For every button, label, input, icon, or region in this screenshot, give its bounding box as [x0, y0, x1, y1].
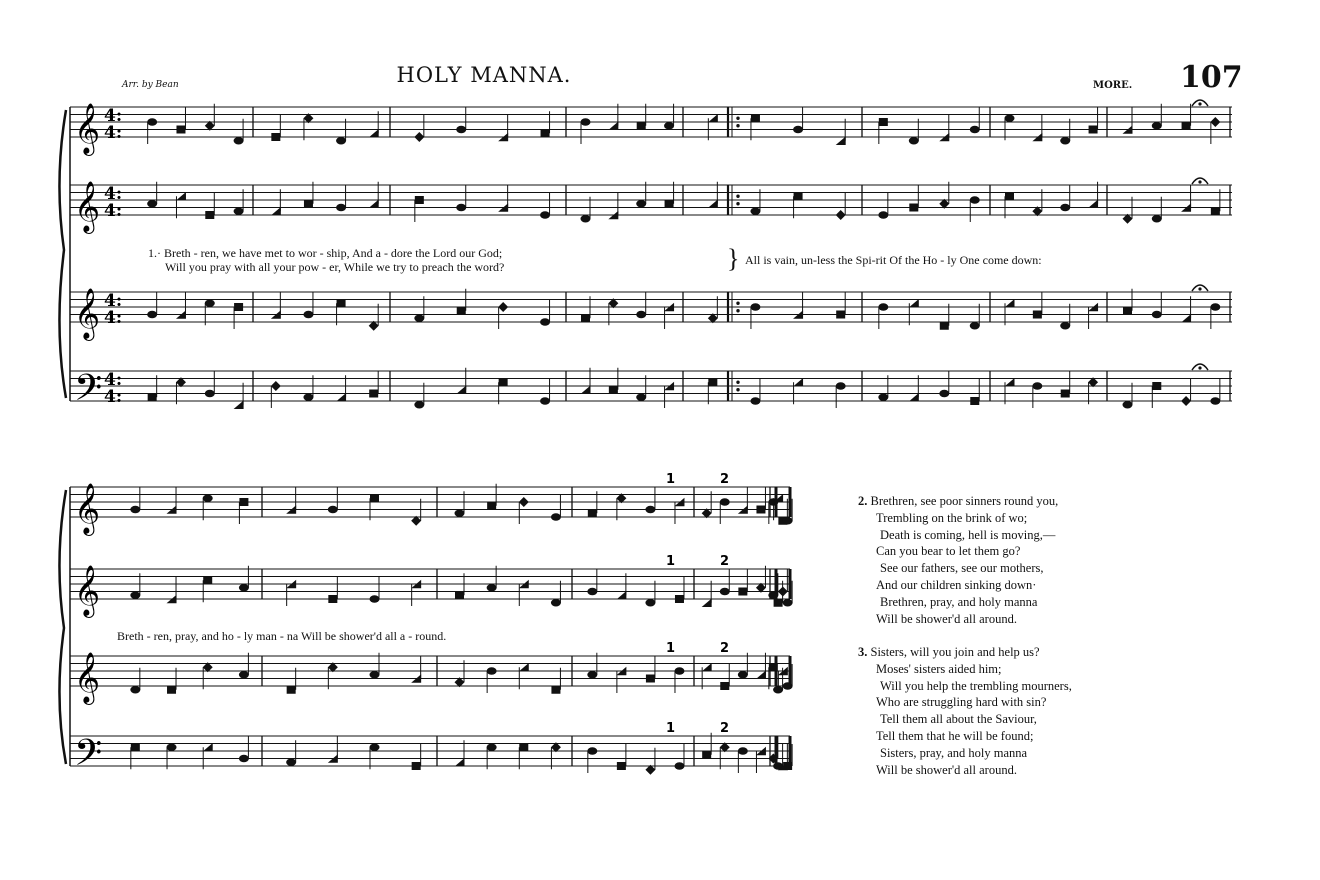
fa-note	[756, 671, 766, 679]
so-note	[587, 747, 597, 755]
la-note	[541, 129, 550, 137]
treble-clef: 𝄞	[74, 103, 101, 154]
verse-line: And our children sinking down·	[876, 577, 1037, 592]
fa-note	[176, 192, 186, 200]
treble-clef: 𝄢	[74, 732, 103, 783]
repeat-dot	[736, 381, 739, 384]
la-note	[702, 751, 711, 759]
mi-note	[271, 381, 281, 391]
so-note	[336, 204, 346, 212]
so-note	[234, 137, 244, 145]
so-note	[1152, 215, 1162, 223]
so-note	[581, 118, 591, 126]
fa-note	[519, 663, 529, 671]
so-note	[370, 743, 380, 751]
fa-note	[702, 599, 712, 607]
la-note	[271, 133, 280, 141]
la-note	[581, 314, 590, 322]
fermata-dot	[1198, 287, 1201, 290]
fa-note	[608, 122, 618, 130]
so-note	[286, 758, 296, 766]
repeat-dot	[736, 309, 739, 312]
la-note	[415, 196, 424, 204]
verse-number: 3.	[858, 645, 868, 659]
fa-note	[271, 207, 281, 215]
so-note	[205, 390, 215, 398]
mi-note	[498, 302, 508, 312]
so-note	[738, 747, 748, 755]
time-signature-bottom: 4:	[104, 308, 123, 328]
so-note	[130, 506, 140, 514]
verse-2	[858, 493, 1058, 627]
arranger-credit: Arr. by Bean	[122, 80, 179, 90]
so-note	[1210, 397, 1220, 405]
so-note	[487, 743, 497, 751]
so-note	[456, 204, 466, 212]
la-note	[940, 322, 949, 330]
repeat-dot	[736, 124, 739, 127]
so-note	[909, 137, 919, 145]
verse-line: Who are struggling hard with sin?	[876, 695, 1047, 710]
time-signature-bottom: 4:	[104, 387, 123, 407]
so-note	[147, 200, 157, 208]
la-note	[455, 591, 464, 599]
so-note	[587, 671, 597, 679]
verse-line: Brethren, see poor sinners round you,	[870, 494, 1059, 508]
so-note	[636, 200, 646, 208]
la-note	[131, 743, 140, 751]
so-note	[674, 762, 684, 770]
so-note	[1005, 114, 1015, 122]
la-note	[234, 303, 243, 311]
treble-clef: 𝄞	[74, 652, 101, 703]
verse-line: Death is coming, hell is moving,—	[880, 527, 1056, 542]
repeat-dot	[736, 202, 739, 205]
so-note	[1152, 311, 1162, 319]
fa-note	[1181, 314, 1191, 322]
so-note	[1060, 322, 1070, 330]
la-note	[457, 307, 466, 315]
time-signature-top: 4:	[104, 370, 123, 390]
so-note	[414, 314, 424, 322]
so-note	[303, 393, 313, 401]
fa-note	[909, 393, 919, 401]
time-signature-top: 4:	[104, 184, 123, 204]
la-note	[551, 686, 560, 694]
la-note	[1152, 382, 1161, 390]
system-brace	[59, 110, 66, 398]
so-note	[636, 393, 646, 401]
repeat-dot	[736, 388, 739, 391]
ending-2-label: 2	[720, 641, 730, 656]
mi-note	[519, 497, 529, 507]
so-note	[239, 584, 249, 592]
so-note	[878, 211, 888, 219]
la-note	[609, 386, 618, 394]
la-note	[487, 502, 496, 510]
so-note	[239, 755, 249, 763]
la-note	[637, 122, 646, 130]
treble-clef: 𝄢	[74, 367, 103, 418]
repeat-dot	[736, 302, 739, 305]
treble-clef: 𝄞	[74, 483, 101, 534]
verse-line: Trembling on the brink of wo;	[876, 510, 1028, 525]
so-note	[878, 303, 888, 311]
so-note	[645, 506, 655, 514]
system-brace	[59, 490, 66, 764]
verse-line: Sisters, will you join and help us?	[870, 645, 1040, 659]
ending-1-label: 1	[666, 721, 676, 736]
so-note	[750, 397, 760, 405]
la-note	[499, 378, 508, 386]
mi-note	[836, 210, 846, 220]
so-note	[205, 299, 215, 307]
fa-note	[909, 299, 919, 307]
la-note	[328, 595, 337, 603]
fermata-dot	[1198, 366, 1201, 369]
la-note	[203, 576, 212, 584]
so-note	[939, 390, 949, 398]
so-note	[487, 667, 497, 675]
so-note	[487, 584, 497, 592]
la-note	[287, 686, 296, 694]
so-note	[303, 311, 313, 319]
la-note	[370, 494, 379, 502]
la-note	[519, 743, 528, 751]
page-number: 107	[1180, 60, 1243, 95]
so-note	[414, 401, 424, 409]
time-signature-bottom: 4:	[104, 123, 123, 143]
treble-clef: 𝄞	[74, 565, 101, 616]
fa-note	[1005, 378, 1015, 386]
so-note	[738, 671, 748, 679]
la-note	[205, 211, 214, 219]
verse-line: Will be shower'd all around.	[876, 762, 1017, 777]
ending-2-label: 2	[720, 554, 730, 569]
so-note	[456, 126, 466, 134]
so-note	[750, 303, 760, 311]
time-signature-top: 4:	[104, 291, 123, 311]
la-note	[879, 118, 888, 126]
fa-note	[793, 378, 803, 386]
so-note	[674, 667, 684, 675]
so-note	[370, 595, 380, 603]
la-note	[304, 200, 313, 208]
la-note	[970, 397, 979, 405]
so-note	[970, 126, 980, 134]
so-note	[793, 126, 803, 134]
so-note	[636, 311, 646, 319]
ending-1-label: 1	[666, 554, 676, 569]
ending-2-label: 2	[720, 721, 730, 736]
la-note	[909, 204, 918, 212]
so-note	[1152, 122, 1162, 130]
ending-2-label: 2	[720, 472, 730, 487]
la-note	[1033, 311, 1042, 319]
so-note	[783, 682, 793, 690]
so-note	[587, 588, 597, 596]
la-note	[1089, 126, 1098, 134]
fa-note	[836, 137, 846, 145]
so-note	[970, 196, 980, 204]
so-note	[167, 743, 177, 751]
time-signature-bottom: 4:	[104, 201, 123, 221]
lyric-refrain: All is vain, un-less the Spi-rit Of the Ho - ly One come down:	[745, 253, 1042, 267]
la-note	[176, 126, 185, 134]
so-note	[540, 211, 550, 219]
verse-line: Moses' sisters aided him;	[876, 661, 1002, 676]
so-note	[551, 599, 561, 607]
la-note	[369, 390, 378, 398]
ending-1-label: 1	[666, 641, 676, 656]
la-note	[239, 498, 248, 506]
fa-note	[456, 386, 466, 394]
la-note	[720, 682, 729, 690]
fa-note	[234, 401, 244, 409]
so-note	[645, 599, 655, 607]
ending-1-label: 1	[666, 472, 676, 487]
so-note	[239, 671, 249, 679]
verse-line: Will you help the trembling mourners,	[880, 678, 1072, 693]
la-note	[1182, 122, 1191, 130]
fa-note	[1088, 200, 1098, 208]
la-note	[617, 762, 626, 770]
la-note	[738, 588, 747, 596]
la-note	[774, 599, 783, 607]
la-note	[412, 762, 421, 770]
so-note	[970, 322, 980, 330]
so-note	[147, 311, 157, 319]
so-note	[234, 207, 244, 215]
fa-note	[616, 591, 626, 599]
la-note	[794, 192, 803, 200]
composer-credit: MORE.	[1093, 80, 1133, 91]
lyric-line-1: 1.· Breth - ren, we have met to wor - ship, And a - dore the Lord our God;	[148, 246, 503, 260]
fa-note	[1005, 299, 1015, 307]
fa-note	[336, 393, 346, 401]
so-note	[878, 393, 888, 401]
la-note	[675, 595, 684, 603]
verse-line: Will be shower'd all around.	[876, 611, 1017, 626]
so-note	[750, 207, 760, 215]
fa-note	[702, 663, 712, 671]
verse-line: See our fathers, see our mothers,	[880, 561, 1044, 576]
so-note	[1123, 401, 1133, 409]
fermata-dot	[1198, 180, 1201, 183]
lyric-line-chorus: Breth - ren, pray, and ho - ly man - na Will be shower'd all a - round.	[117, 629, 447, 643]
fa-note	[369, 200, 379, 208]
la-note	[588, 509, 597, 517]
la-note	[1123, 307, 1132, 315]
fa-note	[581, 386, 591, 394]
treble-clef: 𝄞	[74, 181, 101, 232]
verse-line: Tell them all about the Saviour,	[880, 712, 1037, 727]
so-note	[328, 506, 338, 514]
verse-3	[858, 644, 1072, 778]
la-note	[167, 686, 176, 694]
so-note	[836, 382, 846, 390]
repeat-dot	[736, 195, 739, 198]
fa-note	[708, 200, 718, 208]
so-note	[1032, 382, 1042, 390]
verse-line: Can you bear to let them go?	[876, 544, 1021, 559]
la-note	[646, 675, 655, 683]
so-note	[551, 513, 561, 521]
page-title: HOLY MANNA.	[396, 63, 572, 87]
time-signature-top: 4:	[104, 106, 123, 126]
verse-number: 2.	[858, 494, 868, 508]
so-note	[203, 494, 213, 502]
treble-clef: 𝄞	[74, 288, 101, 339]
la-note	[836, 311, 845, 319]
la-note	[1005, 192, 1014, 200]
verse-line: Tell them that he will be found;	[876, 728, 1034, 743]
la-note	[1061, 390, 1070, 398]
la-note	[148, 393, 157, 401]
so-note	[783, 517, 793, 525]
fa-note	[203, 743, 213, 751]
so-note	[1060, 204, 1070, 212]
la-note	[665, 200, 674, 208]
mi-note	[778, 587, 788, 597]
mi-note	[1181, 396, 1191, 406]
fa-note	[708, 114, 718, 122]
so-note	[783, 599, 793, 607]
so-note	[130, 591, 140, 599]
verse-line: Sisters, pray, and holy manna	[880, 745, 1028, 760]
so-note	[130, 686, 140, 694]
repeat-dot	[736, 117, 739, 120]
so-note	[1210, 303, 1220, 311]
so-note	[370, 671, 380, 679]
verse-line: Brethren, pray, and holy manna	[880, 594, 1038, 609]
lyric-line-2: Will you pray with all your pow - er, While we try to preach the word?	[165, 260, 505, 274]
so-note	[455, 509, 465, 517]
la-note	[708, 378, 717, 386]
so-note	[336, 137, 346, 145]
la-note	[783, 762, 792, 770]
la-note	[756, 506, 765, 514]
fa-note	[369, 129, 379, 137]
so-note	[581, 215, 591, 223]
fermata-dot	[1198, 102, 1201, 105]
fa-note	[455, 758, 465, 766]
lyric-brace: }	[727, 244, 740, 273]
so-note	[664, 122, 674, 130]
la-note	[751, 114, 760, 122]
mi-note	[1210, 117, 1220, 127]
so-note	[720, 588, 730, 596]
so-note	[147, 118, 157, 126]
la-note	[1211, 207, 1220, 215]
so-note	[720, 498, 730, 506]
so-note	[1060, 137, 1070, 145]
so-note	[540, 318, 550, 326]
la-note	[337, 299, 346, 307]
so-note	[540, 397, 550, 405]
mi-note	[414, 132, 424, 142]
